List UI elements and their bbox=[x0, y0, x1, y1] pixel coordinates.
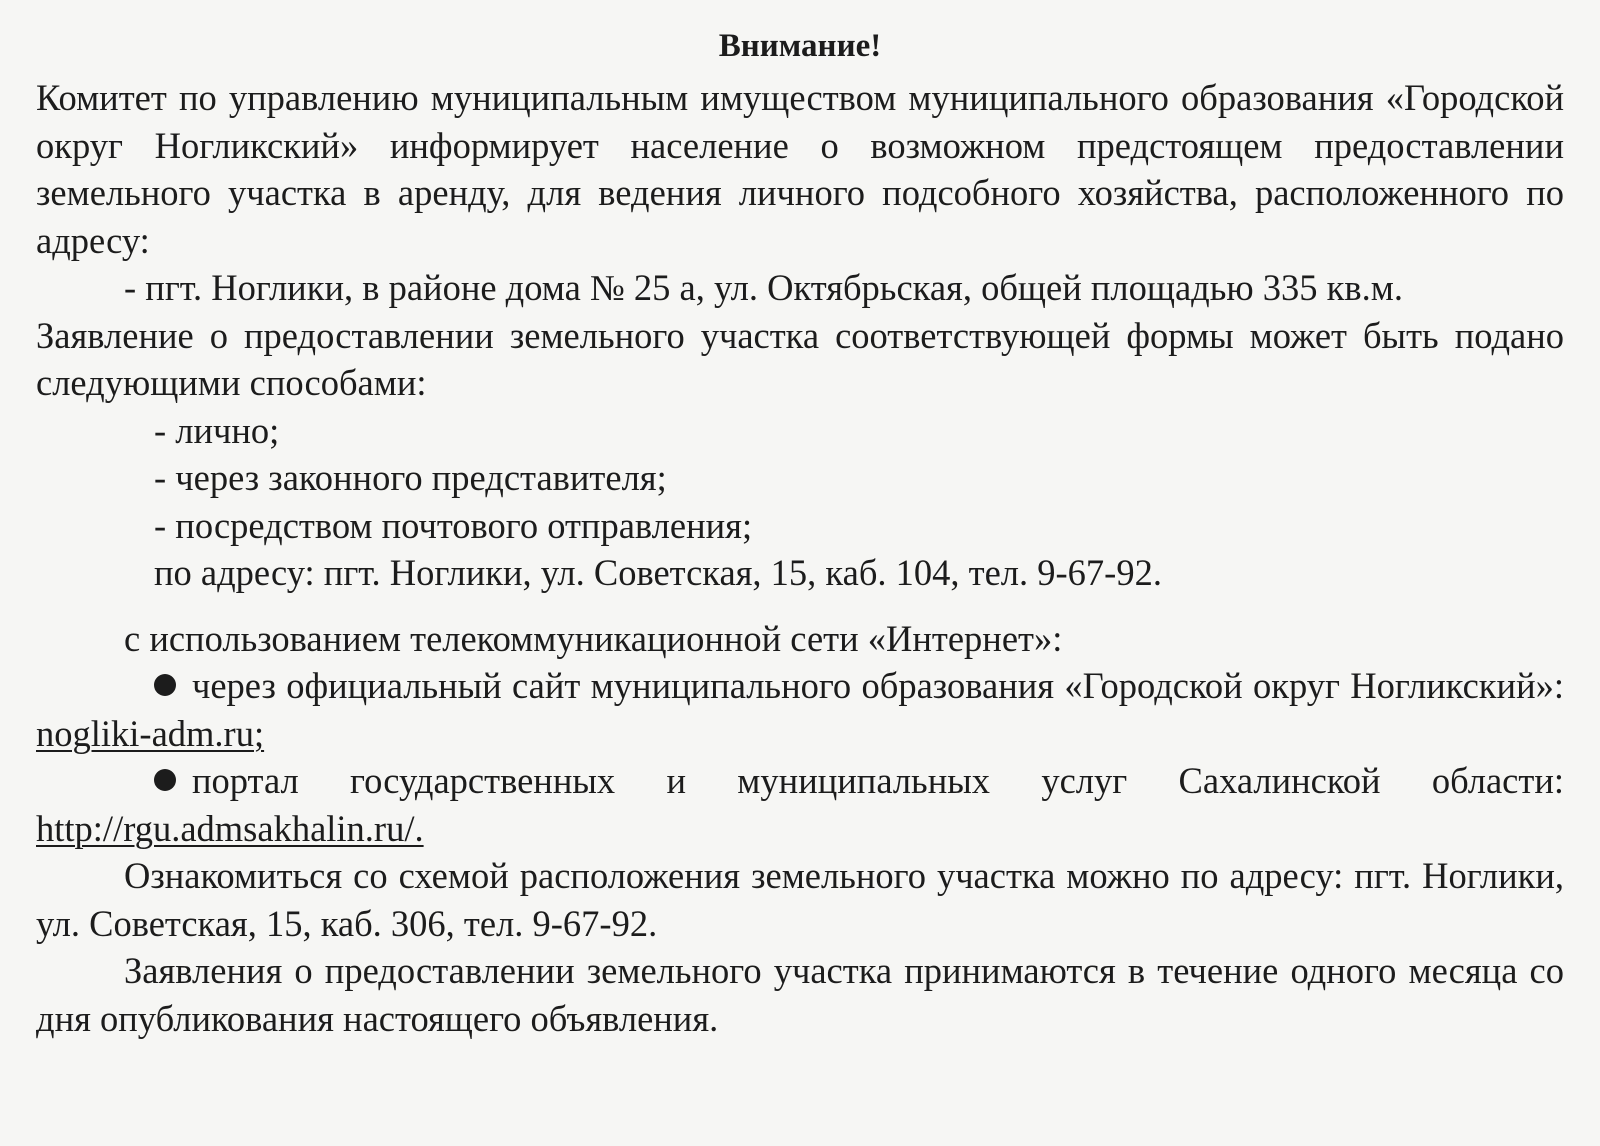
notice-title: Внимание! bbox=[718, 28, 882, 64]
deadline-paragraph: Заявления о предоставлении земельного участка принимаются в течение одного месяца со дня опубликования настоящего объявления. bbox=[36, 950, 1564, 1039]
portal-link[interactable]: http://rgu.admsakhalin.ru/. bbox=[36, 807, 424, 849]
address-item: - пгт. Ноглики, в районе дома № 25 а, ул. Октябрьская, общей площадью 335 кв.м. bbox=[124, 267, 1403, 308]
internet-option-portal bbox=[36, 757, 1564, 852]
application-intro: Заявление о предоставлении земельного участка соответствующей формы может быть подано следующими способами: bbox=[36, 314, 1564, 403]
bullet-icon bbox=[154, 674, 176, 696]
bullet-icon bbox=[154, 769, 176, 791]
method-item-in-person: - лично; bbox=[154, 409, 280, 451]
notice-document bbox=[36, 22, 1564, 1042]
method-item-address: по адресу: пгт. Ноглики, ул. Советская, 15, каб. 104, тел. 9-67-92. bbox=[154, 552, 1162, 593]
method-item-post: - посредством почтового отправления; bbox=[154, 504, 753, 546]
site-link[interactable]: nogliki-adm.ru; bbox=[36, 712, 265, 754]
internet-option-site bbox=[36, 662, 1564, 757]
site-option-text: через официальный сайт муниципального образования «Городской округ Ногликский»: bbox=[192, 665, 1564, 706]
scheme-paragraph: Ознакомиться со схемой расположения земельного участка можно по адресу: пгт. Ноглики, ул. Советская, 15, каб. 306, тел. 9-67-92. bbox=[36, 855, 1564, 944]
intro-paragraph: Комитет по управлению муниципальным имуществом муниципального образования «Городской округ Ногликский» информирует население о возможном предстоящем предоставлении земельного участка в аренду, для ведения личного подсобного хозяйства, расположенного по адресу: bbox=[36, 77, 1564, 261]
internet-intro: с использованием телекоммуникационной сети «Интернет»: bbox=[124, 617, 1063, 659]
method-item-representative: - через законного представителя; bbox=[154, 457, 667, 498]
portal-option-text: портал государственных и муниципальных услуг Сахалинской области: bbox=[192, 760, 1564, 801]
